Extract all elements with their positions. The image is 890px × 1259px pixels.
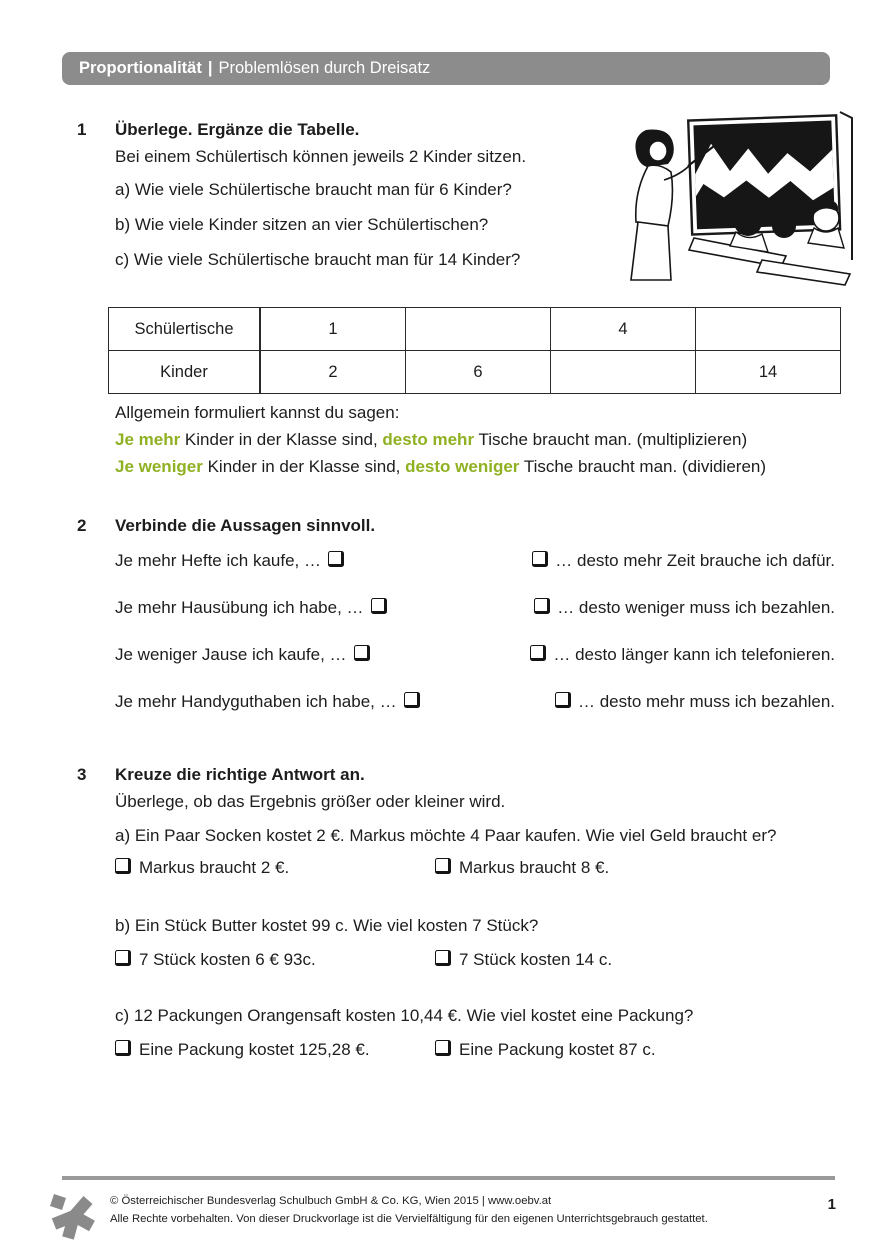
checkbox-icon[interactable]	[435, 858, 451, 874]
rule-more-lead: Je mehr	[115, 430, 181, 449]
match-right-item	[555, 692, 835, 712]
oebv-logo	[48, 1188, 100, 1240]
checkbox-icon[interactable]	[115, 1040, 131, 1056]
proportion-table	[108, 307, 841, 394]
exercise1-question-b: b) Wie viele Kinder sitzen an vier Schülertischen?	[115, 215, 489, 234]
header-separator: |	[207, 59, 213, 77]
worksheet-header	[62, 52, 830, 85]
answer-option-text: 7 Stück kosten 14 c.	[459, 950, 613, 969]
checkbox-icon[interactable]	[555, 692, 571, 708]
option-row	[115, 858, 835, 884]
rule-less-accent: desto weniger	[405, 457, 520, 476]
checkbox-icon[interactable]	[534, 598, 550, 614]
match-right-item	[532, 551, 835, 571]
exercise1-intro: Bei einem Schülertisch können jeweils 2 Kinder sitzen.	[115, 147, 527, 166]
exercise3-question-c: c) 12 Packungen Orangensaft kosten 10,44 €. Wie viel kostet eine Packung?	[115, 1006, 694, 1025]
exercise1-number: 1	[77, 120, 87, 139]
match-left-text: Je mehr Hefte ich kaufe, …	[115, 551, 321, 570]
checkbox-icon[interactable]	[371, 598, 387, 614]
match-row	[115, 595, 835, 621]
checkbox-icon[interactable]	[354, 645, 370, 661]
classroom-illustration	[602, 110, 858, 292]
rule-intro: Allgemein formuliert kannst du sagen:	[115, 403, 400, 422]
exercise3-subtitle: Überlege, ob das Ergebnis größer oder kleiner wird.	[115, 792, 506, 811]
match-row	[115, 689, 835, 715]
answer-option	[435, 858, 609, 878]
table-cell-blank[interactable]	[406, 308, 551, 351]
checkbox-icon[interactable]	[404, 692, 420, 708]
checkbox-icon[interactable]	[115, 858, 131, 874]
table-cell-blank[interactable]	[696, 308, 841, 351]
rule-more	[115, 426, 766, 453]
table-cell: 1	[260, 308, 406, 351]
checkbox-icon[interactable]	[435, 950, 451, 966]
page-number: 1	[827, 1196, 836, 1213]
match-right-text: … desto mehr Zeit brauche ich dafür.	[555, 551, 835, 570]
table-cell-blank[interactable]	[551, 351, 696, 394]
match-right-item	[530, 645, 835, 665]
answer-option-text: Eine Packung kostet 125,28 €.	[139, 1040, 370, 1059]
exercise1-title: Überlege. Ergänze die Tabelle.	[115, 120, 360, 139]
answer-option-text: Markus braucht 2 €.	[139, 858, 290, 877]
exercise3-question-b: b) Ein Stück Butter kostet 99 c. Wie viel kosten 7 Stück?	[115, 916, 539, 935]
footer-divider	[62, 1176, 835, 1180]
table-row-label: Schülertische	[109, 308, 261, 351]
exercise2-title: Verbinde die Aussagen sinnvoll.	[115, 516, 376, 535]
exercise3-number: 3	[77, 765, 87, 784]
option-row	[115, 1040, 835, 1066]
rule-summary	[115, 399, 766, 480]
rule-less-tail: Tische braucht man. (dividieren)	[519, 457, 767, 476]
answer-option	[435, 1040, 656, 1060]
exercise3-title: Kreuze die richtige Antwort an.	[115, 765, 365, 784]
rule-more-accent: desto mehr	[382, 430, 475, 449]
rule-more-tail: Tische braucht man. (multiplizieren)	[474, 430, 748, 449]
rule-more-mid: Kinder in der Klasse sind,	[180, 430, 383, 449]
table-cell: 4	[551, 308, 696, 351]
match-left-text: Je mehr Hausübung ich habe, …	[115, 598, 364, 617]
match-left-item	[115, 692, 420, 712]
match-left-text: Je weniger Jause ich kaufe, …	[115, 645, 347, 664]
exercise3-question-a: a) Ein Paar Socken kostet 2 €. Markus möchte 4 Paar kaufen. Wie viel Geld braucht er?	[115, 826, 777, 845]
checkbox-icon[interactable]	[328, 551, 344, 567]
footer-line2: Alle Rechte vorbehalten. Von dieser Druckvorlage ist die Vervielfältigung für den eigenen Unterrichtsgebrauch gestattet.	[110, 1213, 708, 1226]
option-row	[115, 950, 835, 976]
answer-option-text: Markus braucht 8 €.	[459, 858, 610, 877]
answer-option-text: 7 Stück kosten 6 € 93c.	[139, 950, 316, 969]
match-right-text: … desto weniger muss ich bezahlen.	[557, 598, 835, 617]
match-row	[115, 642, 835, 668]
answer-option-text: Eine Packung kostet 87 c.	[459, 1040, 656, 1059]
exercise1-question-c: c) Wie viele Schülertische braucht man für 14 Kinder?	[115, 250, 521, 269]
rule-less-mid: Kinder in der Klasse sind,	[202, 457, 406, 476]
rule-less-lead: Je weniger	[115, 457, 203, 476]
table-row-label: Kinder	[109, 351, 261, 394]
header-subtopic: Problemlösen durch Dreisatz	[218, 59, 431, 77]
table-row	[109, 308, 841, 351]
match-right-item	[534, 598, 835, 618]
header-topic: Proportionalität	[79, 59, 202, 77]
match-left-text: Je mehr Handyguthaben ich habe, …	[115, 692, 397, 711]
match-right-text: … desto länger kann ich telefonieren.	[553, 645, 835, 664]
footer-line1: © Österreichischer Bundesverlag Schulbuch GmbH & Co. KG, Wien 2015 | www.oebv.at	[110, 1195, 552, 1207]
table-row	[109, 351, 841, 394]
exercise2-number: 2	[77, 516, 87, 535]
match-left-item	[115, 598, 387, 618]
table-cell: 2	[260, 351, 406, 394]
answer-option	[115, 950, 316, 969]
match-left-item	[115, 551, 344, 571]
checkbox-icon[interactable]	[435, 1040, 451, 1056]
answer-option	[115, 858, 289, 877]
footer-copyright	[110, 1192, 708, 1228]
checkbox-icon[interactable]	[530, 645, 546, 661]
table-cell: 6	[406, 351, 551, 394]
answer-option	[435, 950, 612, 970]
answer-option	[115, 1040, 370, 1059]
match-row	[115, 548, 835, 574]
checkbox-icon[interactable]	[532, 551, 548, 567]
rule-less	[115, 453, 766, 480]
checkbox-icon[interactable]	[115, 950, 131, 966]
match-left-item	[115, 645, 370, 665]
table-cell: 14	[696, 351, 841, 394]
match-right-text: … desto mehr muss ich bezahlen.	[577, 692, 835, 711]
exercise1-question-a: a) Wie viele Schülertische braucht man für 6 Kinder?	[115, 180, 512, 199]
